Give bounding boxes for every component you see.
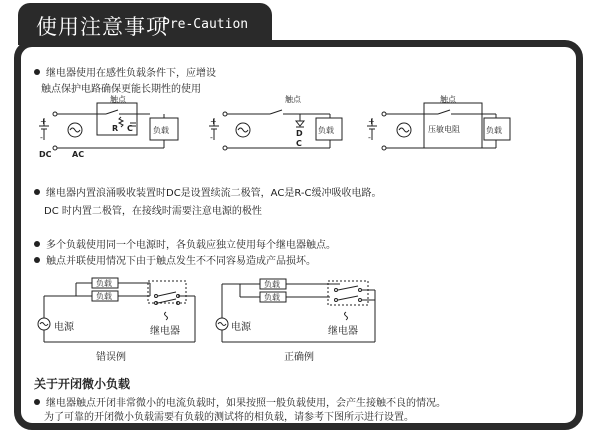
svg-text:压敏电阻: 压敏电阻	[428, 125, 460, 134]
page-subtitle: Pre-Caution	[162, 17, 249, 32]
svg-text:负载: 负载	[264, 280, 280, 289]
svg-text:C: C	[127, 124, 133, 133]
bullet-icon	[34, 399, 40, 405]
svg-text:+: +	[210, 117, 217, 126]
svg-text:负载: 负载	[96, 279, 112, 288]
relay-label-right: 继电器	[328, 326, 358, 337]
caption-wrong: 错误例	[96, 352, 126, 363]
section2-line2: DC 时内置二极管，在接线时需要注意电源的极性	[44, 206, 262, 217]
diagram-varistor	[367, 94, 510, 150]
section2-line1: 继电器内置浪涌吸收装置时DC是设置续流二极管，AC是R-C缓冲吸收电路。	[34, 184, 381, 199]
power-label-left: 电源	[54, 322, 74, 333]
svg-text:+: +	[40, 117, 47, 126]
svg-text:D: D	[296, 129, 303, 138]
svg-text:负载: 负载	[96, 292, 112, 301]
diagram-diode	[209, 94, 342, 150]
section4-heading: 关于开闭微小负载	[34, 377, 131, 391]
bullet-icon	[34, 189, 40, 195]
svg-text:R: R	[112, 124, 119, 133]
section1-line2: 触点保护电路确保更能长期性的使用	[41, 84, 201, 95]
diagram-rc	[39, 94, 178, 159]
section4-line1: 继电器触点开闭非常微小的电流负载时，如果按照一般负载使用，会产生接触不良的情况。	[34, 394, 446, 409]
svg-text:-: -	[368, 133, 371, 142]
svg-text:-: -	[210, 133, 213, 142]
page-title: 使用注意事项	[36, 15, 168, 39]
svg-text:触点: 触点	[440, 95, 456, 104]
bullet-icon	[34, 257, 40, 263]
svg-text:负载: 负载	[318, 126, 334, 135]
svg-text:负载: 负载	[153, 126, 169, 135]
power-label-right: 电源	[231, 322, 251, 333]
svg-text:+: +	[368, 117, 375, 126]
ac-label: AC	[72, 150, 85, 159]
dc-label: DC	[39, 150, 52, 159]
svg-text:触点: 触点	[110, 95, 126, 104]
relay-label-left: 继电器	[150, 326, 180, 337]
caption-correct: 正确例	[284, 352, 314, 363]
svg-text:C: C	[296, 139, 302, 148]
section1-line1: 继电器使用在感性负载条件下，应增设	[34, 64, 216, 79]
section3-line1: 多个负载使用同一个电源时，各负载应独立使用每个继电器触点。	[34, 236, 336, 251]
svg-text:负载: 负载	[486, 126, 502, 135]
section4-line2: 为了可靠的开闭微小负载需要有负载的测试将的相负载，请参考下图所示进行设置。	[44, 412, 414, 423]
svg-text:-: -	[40, 133, 43, 142]
svg-text:负载: 负载	[264, 293, 280, 302]
svg-text:触点: 触点	[285, 95, 301, 104]
bullet-icon	[34, 241, 40, 247]
section3-line2: 触点并联使用情况下由于触点发生不不同容易造成产品损坏。	[34, 252, 316, 267]
